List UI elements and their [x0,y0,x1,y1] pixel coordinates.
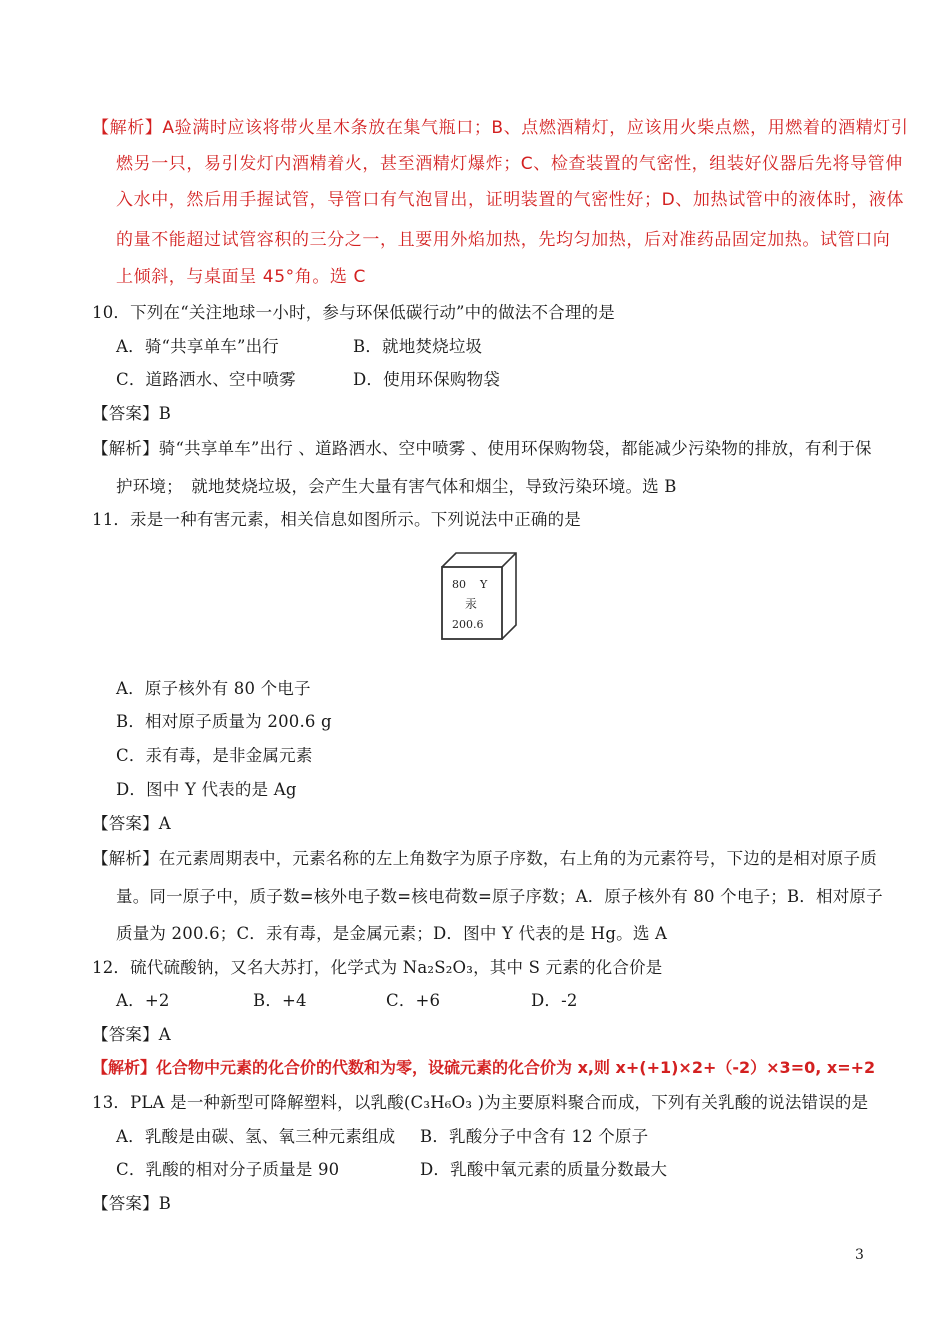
q10-answer: 【答案】B [92,404,172,423]
q12-option-c: C．+6 [386,991,441,1010]
q11-analysis-line-2: 量。同一原子中，质子数=核外电子数=核电荷数=原子序数；A．原子核外有 80 个电子；B．相对原子 [116,887,883,906]
q11-answer: 【答案】A [92,814,171,833]
q11-option-b: B．相对原子质量为 200.6 g [116,712,332,731]
q13-option-d: D．乳酸中氧元素的质量分数最大 [420,1160,668,1179]
q13-answer: 【答案】B [92,1194,172,1213]
q12-option-d: D．-2 [531,991,578,1010]
q10-option-b: B．就地焚烧垃圾 [353,337,483,356]
page-number: 3 [855,1247,864,1263]
mercury-element-card [436,547,520,643]
q13-option-c: C．乳酸的相对分子质量是 90 [116,1160,340,1179]
q10-option-d: D．使用环保购物袋 [353,370,501,389]
q11-option-a: A．原子核外有 80 个电子 [116,679,311,698]
analysis-q9-line-2: 燃另一只，易引发灯内酒精着火，甚至酒精灯爆炸；C、检查装置的气密性，组装好仪器后先将导管伸 [116,154,903,174]
question-12: 12．硫代硫酸钠，又名大苏打，化学式为 Na₂S₂O₃，其中 S 元素的化合价是 [92,958,663,977]
q12-option-b: B．+4 [253,991,307,1010]
element-atomic-mass: 200.6 [452,618,484,631]
question-11: 11．汞是一种有害元素，相关信息如图所示。下列说法中正确的是 [92,510,581,529]
q10-analysis-line-2: 护环境； 就地焚烧垃圾，会产生大量有害气体和烟尘，导致污染环境。选 B [116,477,677,496]
element-symbol: Y [480,578,488,591]
analysis-q9-line-1: 【解析】A验满时应该将带火星木条放在集气瓶口；B、点燃酒精灯，应该用火柴点燃，用燃着的酒精灯引 [92,118,909,138]
q13-option-a: A．乳酸是由碳、氢、氧三种元素组成 [116,1127,396,1146]
q11-option-c: C．汞有毒，是非金属元素 [116,746,313,765]
analysis-q9-line-4: 的量不能超过试管容积的三分之一，且要用外焰加热，先均匀加热，后对准药品固定加热。试管口向 [116,230,891,250]
analysis-q9-line-5: 上倾斜，与桌面呈 45°角。选 C [116,267,367,287]
q11-option-d: D．图中 Y 代表的是 Ag [116,780,297,799]
q12-answer: 【答案】A [92,1025,171,1044]
question-10: 10．下列在“关注地球一小时，参与环保低碳行动”中的做法不合理的是 [92,303,615,322]
q11-analysis-line-3: 质量为 200.6；C．汞有毒，是金属元素；D．图中 Y 代表的是 Hg。选 A [116,924,668,943]
q10-option-c: C．道路洒水、空中喷雾 [116,370,296,389]
q12-analysis: 【解析】化合物中元素的化合价的代数和为零，设硫元素的化合价为 x,则 x+(+1)×2+（-2）×3=0, x=+2 [92,1058,876,1077]
question-13: 13．PLA 是一种新型可降解塑料，以乳酸(C₃H₆O₃ )为主要原料聚合而成，下列有关乳酸的说法错误的是 [92,1093,869,1112]
element-atomic-number: 80 [452,578,466,591]
q10-analysis-line-1: 【解析】骑“共享单车”出行 、道路洒水、空中喷雾 、使用环保购物袋，都能减少污染物的排放，有利于保 [92,439,872,458]
element-name: 汞 [465,597,478,611]
q11-analysis-line-1: 【解析】在元素周期表中，元素名称的左上角数字为原子序数，右上角的为元素符号，下边的是相对原子质 [92,849,877,868]
q12-option-a: A．+2 [116,991,170,1010]
analysis-q9-line-3: 入水中，然后用手握试管，导管口有气泡冒出，证明装置的气密性好；D、加热试管中的液体时，液体 [116,190,905,210]
q13-option-b: B．乳酸分子中含有 12 个原子 [420,1127,649,1146]
q10-option-a: A．骑“共享单车”出行 [116,337,279,356]
